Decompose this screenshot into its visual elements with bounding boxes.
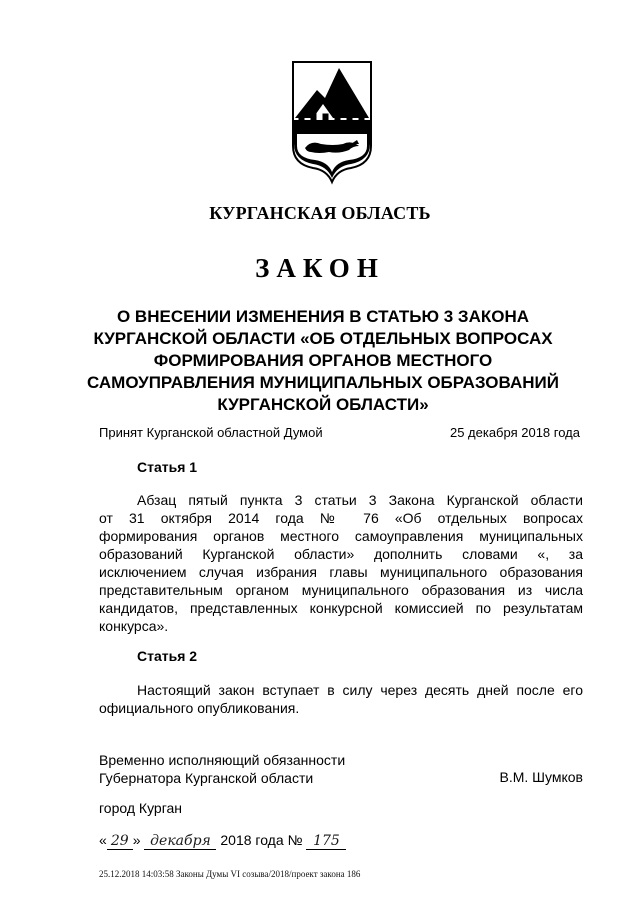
handwritten-day: 29: [107, 833, 133, 850]
adoption-info: [99, 425, 580, 443]
article-2-text: [99, 681, 583, 717]
adopted-date: 25 декабря 2018 года: [449, 425, 580, 440]
subject-line: КУРГАНСКОЙ ОБЛАСТИ»: [217, 395, 429, 414]
open-quote: «: [99, 832, 107, 848]
year-text: 2018 года №: [220, 832, 303, 848]
close-quote: »: [132, 832, 141, 848]
region-title: КУРГАНСКАЯ ОБЛАСТЬ: [209, 203, 431, 223]
article-1-line: формирования органов местного самоуправления муниципальных: [99, 528, 583, 544]
signatory-name: В.М. Шумков: [499, 769, 583, 785]
article-2-line: официального опубликования.: [99, 700, 300, 716]
file-footer: 25.12.2018 14:03:58 Законы Думы VI созыва/2018/проект закона 186: [99, 869, 361, 879]
law-subject: [80, 306, 566, 416]
adopted-by: Принят Курганской областной Думой: [99, 425, 323, 440]
city: город Курган: [99, 800, 183, 816]
subject-line: КУРГАНСКОЙ ОБЛАСТИ «ОБ ОТДЕЛЬНЫХ ВОПРОСАХ: [93, 329, 553, 348]
signatory-position-line: Губернатора Курганской области: [99, 770, 314, 786]
article-1-text: [99, 491, 583, 635]
article-2-line: Настоящий закон вступает в силу через десять дней после его: [137, 682, 583, 698]
signatory-position-line: Временно исполняющий обязанности: [99, 752, 346, 768]
article-1-line: конкурса».: [99, 618, 169, 634]
article-1-line: представительным органом муниципального образования из числа: [99, 582, 583, 598]
article-2-heading: Статья 2: [137, 648, 198, 664]
article-1-heading: Статья 1: [137, 459, 198, 475]
handwritten-number: 175: [306, 833, 346, 850]
signing-date-line: [99, 832, 399, 856]
subject-line: О ВНЕСЕНИИ ИЗМЕНЕНИЯ В СТАТЬЮ 3 ЗАКОНА: [116, 307, 530, 326]
article-1-line: Абзац пятый пункта 3 статьи 3 Закона Курганской области: [137, 492, 583, 508]
handwritten-month: декабря: [144, 833, 216, 850]
kurgan-coat-of-arms-icon: [289, 60, 375, 188]
subject-line: САМОУПРАВЛЕНИЯ МУНИЦИПАЛЬНЫХ ОБРАЗОВАНИЙ: [87, 373, 559, 392]
subject-line: ФОРМИРОВАНИЯ ОРГАНОВ МЕСТНОГО: [153, 351, 493, 370]
article-1-line: исключением случая избрания главы муниципального образования: [99, 564, 583, 580]
article-1-line: от 31 октября 2014 года № 76 «Об отдельных вопросах: [99, 510, 583, 526]
article-1-line: образований Курганской области» дополнить словами «, за: [99, 546, 583, 562]
article-1-line: кандидатов, представленных конкурсной комиссией по результатам: [99, 600, 583, 616]
document-type-title: ЗАКОН: [255, 253, 385, 283]
